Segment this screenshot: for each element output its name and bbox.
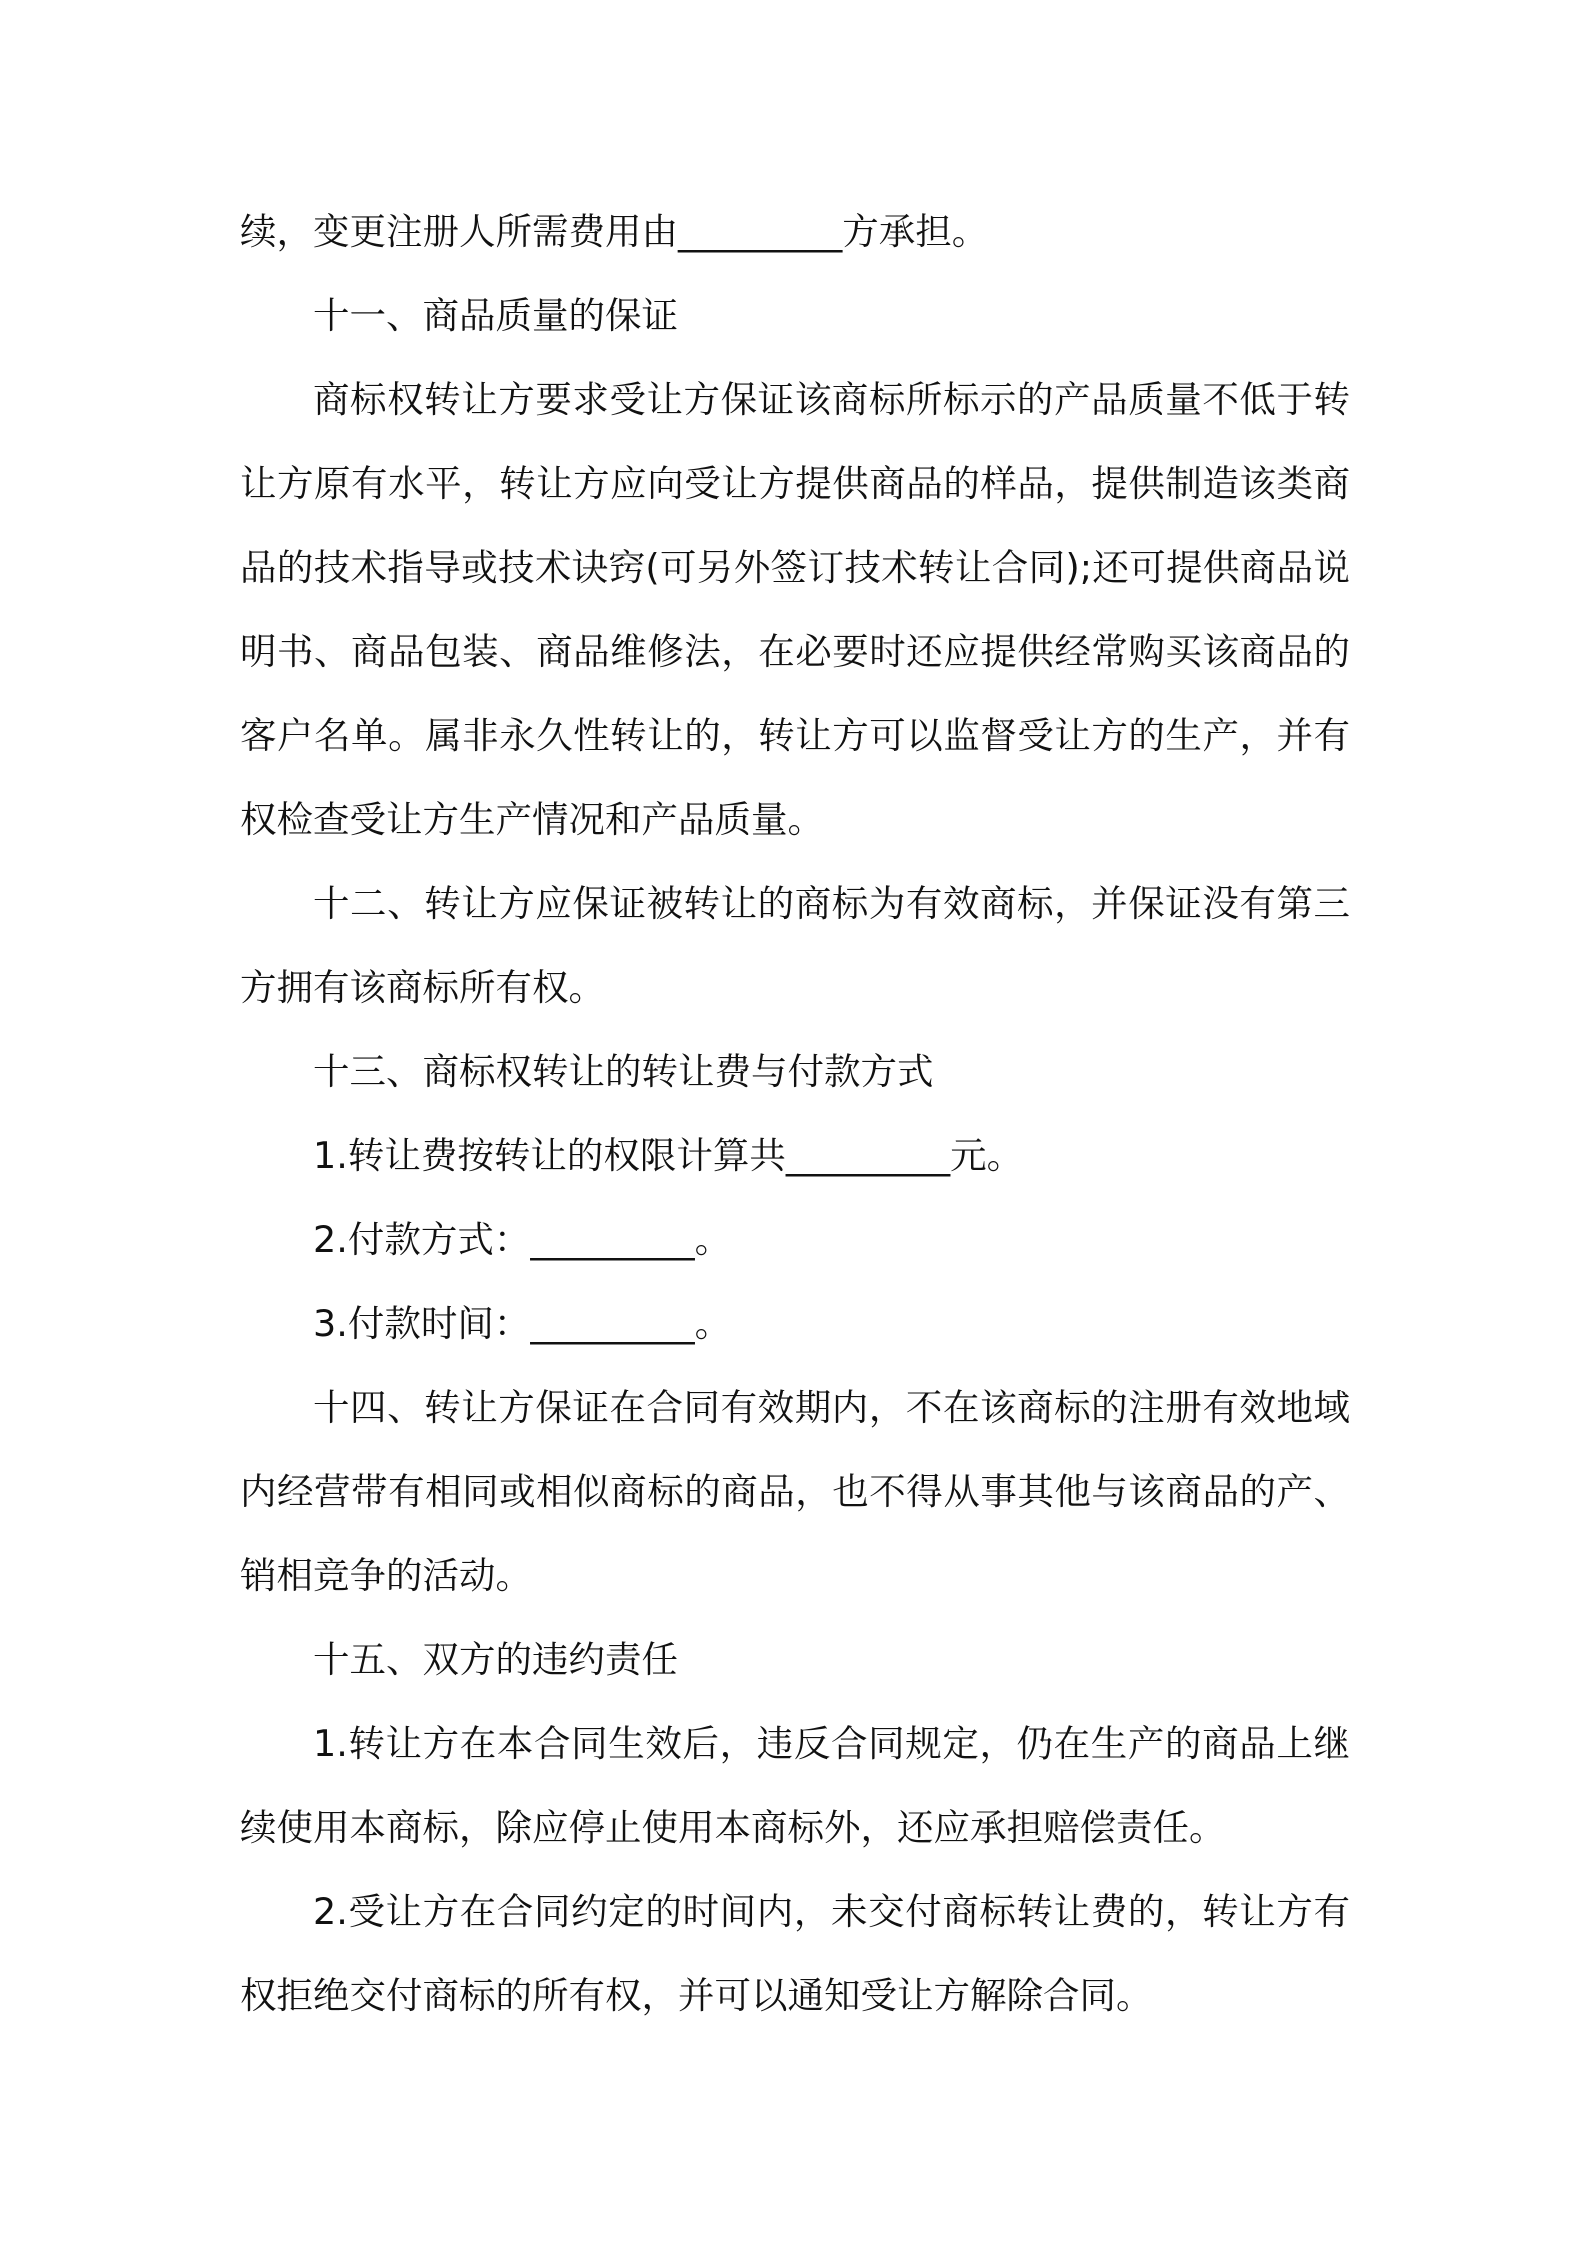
section-14: 十四、转让方保证在合同有效期内，不在该商标的注册有效地域内经营带有相同或相似商标的商品，也不得从事其他与该商品的产、销相竞争的活动。	[240, 1386, 1350, 1597]
document-body	[240, 190, 1350, 2038]
section-12: 十二、转让方应保证被转让的商标为有效商标，并保证没有第三方拥有该商标所有权。	[240, 882, 1350, 1009]
clause-13-2: 2.付款方式：_________。	[313, 1218, 732, 1261]
section-heading-13: 十三、商标权转让的转让费与付款方式	[313, 1050, 934, 1093]
clause-13-3: 3.付款时间：_________。	[313, 1302, 732, 1345]
section-heading-11: 十一、商品质量的保证	[313, 294, 678, 337]
paragraph-continuation: 续，变更注册人所需费用由_________方承担。	[240, 210, 989, 253]
paragraph-quality-guarantee: 商标权转让方要求受让方保证该商标所标示的产品质量不低于转让方原有水平，转让方应向受让方提供商品的样品，提供制造该类商品的技术指导或技术诀窍(可另外签订技术转让合同);还可提供商品说明书、商品包装、商品维修法，在必要时还应提供经常购买该商品的客户名单。属非永久性转让的，转让方可以监督受让方的生产，并有权检查受让方生产情况和产品质量。	[240, 378, 1350, 841]
section-heading-15: 十五、双方的违约责任	[313, 1638, 678, 1681]
clause-15-1: 1.转让方在本合同生效后，违反合同规定，仍在生产的商品上继续使用本商标，除应停止使用本商标外，还应承担赔偿责任。	[240, 1722, 1350, 1849]
clause-15-2: 2.受让方在合同约定的时间内，未交付商标转让费的，转让方有权拒绝交付商标的所有权，并可以通知受让方解除合同。	[240, 1890, 1350, 2017]
clause-13-1: 1.转让费按转让的权限计算共_________元。	[313, 1134, 1024, 1177]
